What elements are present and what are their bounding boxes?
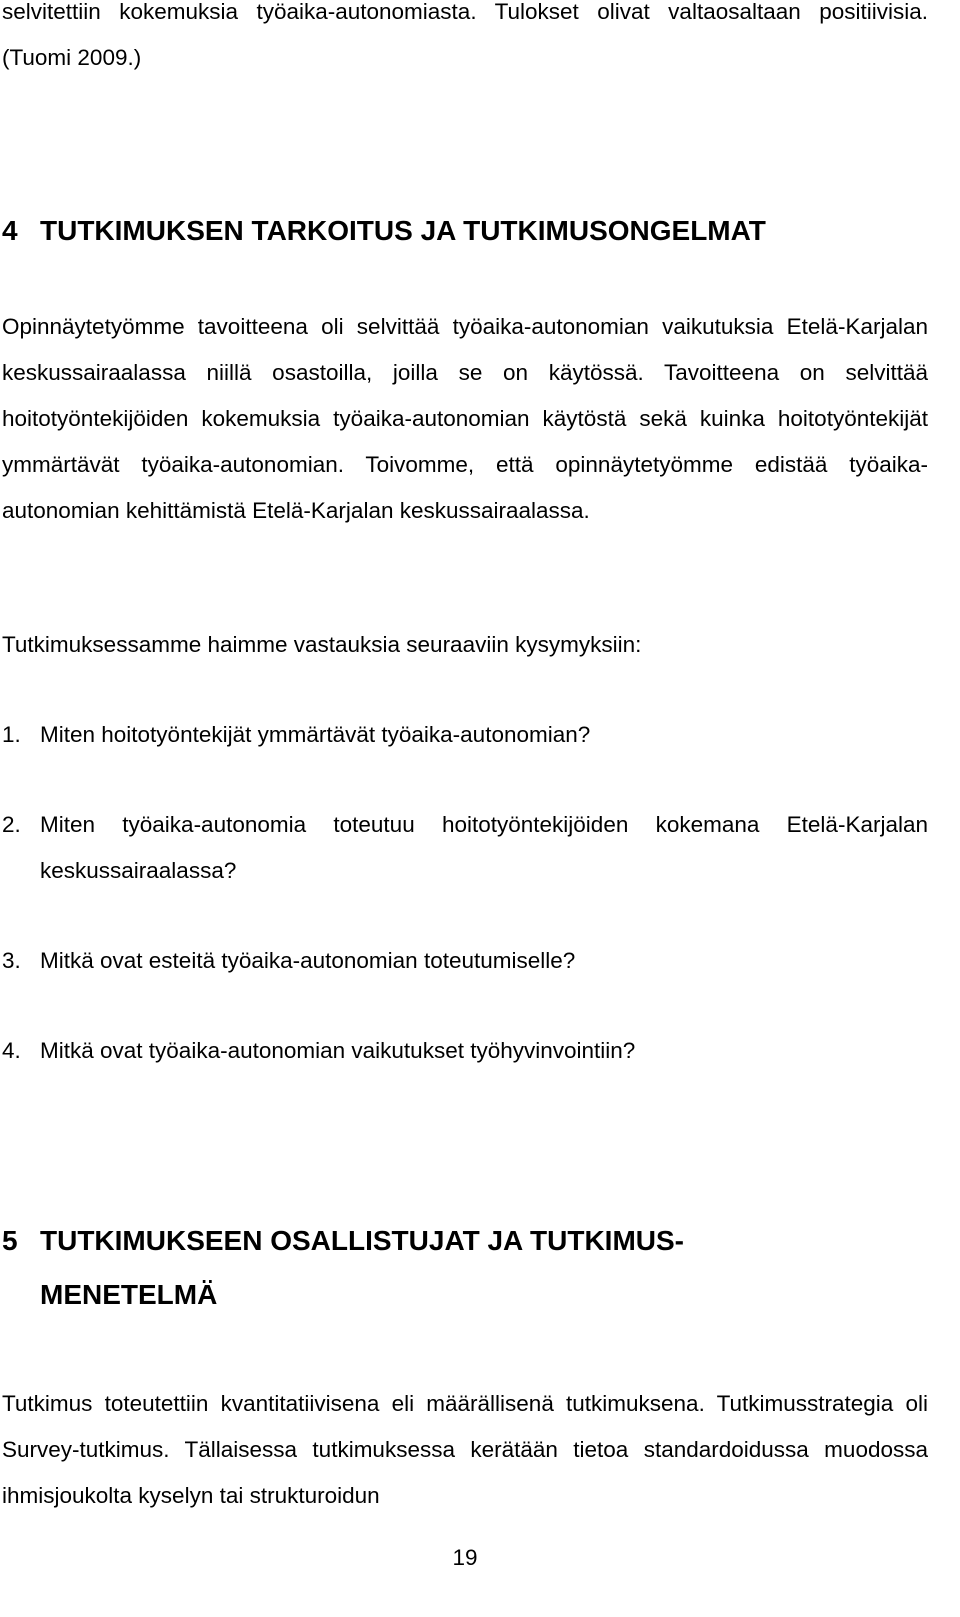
list-marker: 2. (2, 812, 21, 837)
research-questions-list (2, 712, 928, 1074)
list-item-text: Mitkä ovat työaika-autonomian vaikutukset työhyvinvointiin? (40, 1038, 636, 1063)
paragraph-aim: Opinnäytetyömme tavoitteena oli selvittää työaika-autonomian vaikutuksia Etelä-Karjalan keskussairaalassa niillä osastoilla, joilla se on käytössä. Tavoitteena on selvittää hoitotyöntekijöiden kokemuksia työaika-autonomian käytöstä sekä kuinka hoitotyöntekijät ymmärtävät työaika-autonomian. Toivomme, että opinnäytetyömme edistää työaika-autonomian kehittämistä Etelä-Karjalan keskussairaalassa. (2, 314, 928, 523)
section-heading-4 (2, 204, 920, 258)
paragraph-questions-intro: Tutkimuksessamme haimme vastauksia seuraaviin kysymyksiin: (2, 632, 642, 657)
section-number: 5 (2, 1225, 18, 1256)
list-item-text: Miten työaika-autonomia toteutuu hoitotyöntekijöiden kokemana Etelä-Karjalan keskussairaalassa? (40, 812, 928, 883)
section-number: 4 (2, 215, 18, 246)
section-title: TUTKIMUKSEEN OSALLISTUJAT JA TUTKIMUS-MENETELMÄ (40, 1225, 684, 1310)
page-number: 19 (452, 1545, 478, 1570)
list-item (2, 938, 928, 984)
section-title: TUTKIMUKSEN TARKOITUS JA TUTKIMUSONGELMAT (40, 215, 766, 246)
list-item (2, 1028, 928, 1074)
section-heading-5 (2, 1214, 760, 1322)
list-marker: 1. (2, 722, 21, 747)
paragraph-method: Tutkimus toteutettiin kvantitatiivisena eli määrällisenä tutkimuksena. Tutkimusstrategia oli Survey-tutkimus. Tällaisessa tutkimuksessa kerätään tietoa standardoidussa muodossa ihmisjoukolta kyselyn tai strukturoidun (2, 1391, 928, 1508)
list-item-text: Miten hoitotyöntekijät ymmärtävät työaika-autonomian? (40, 722, 591, 747)
list-marker: 4. (2, 1038, 21, 1063)
list-marker: 3. (2, 948, 21, 973)
list-item (2, 802, 928, 894)
list-item (2, 712, 928, 758)
paragraph-intro-continuation: selvitettiin kokemuksia työaika-autonomiasta. Tulokset olivat valtaosaltaan positiivisia. (Tuomi 2009.) (2, 0, 928, 70)
list-item-text: Mitkä ovat esteitä työaika-autonomian toteutumiselle? (40, 948, 576, 973)
